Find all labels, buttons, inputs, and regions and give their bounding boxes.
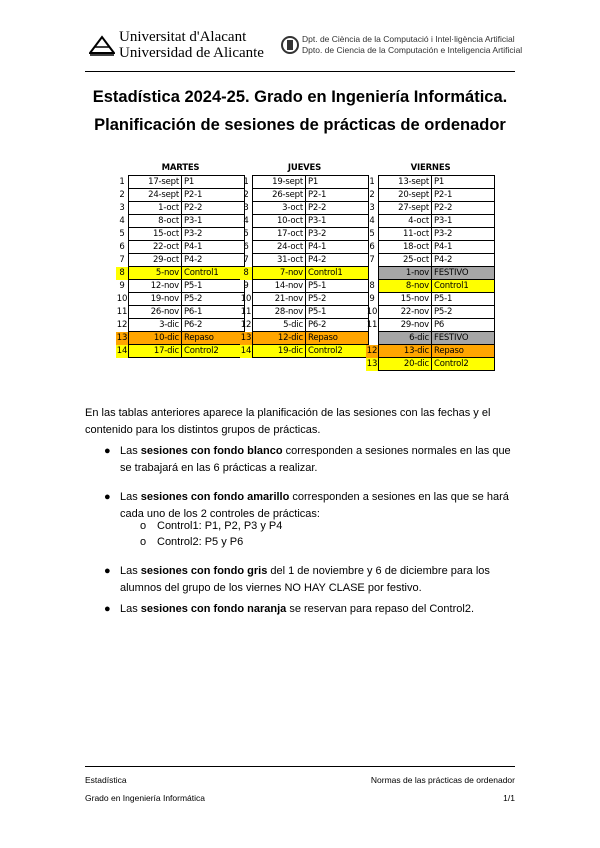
session-content: Control2	[182, 345, 245, 358]
session-number: 7	[119, 255, 125, 265]
session-number: 1	[369, 177, 375, 187]
table-row	[366, 189, 495, 202]
table-row	[240, 319, 369, 332]
session-number: 3	[119, 203, 125, 213]
page-title: Estadística 2024-25. Grado en Ingeniería Informática.	[92, 88, 508, 106]
table-row	[240, 306, 369, 319]
session-content: Repaso	[432, 345, 495, 358]
session-date: 24-oct	[253, 241, 306, 254]
session-number: 8	[116, 267, 129, 280]
session-date: 1-nov	[379, 267, 432, 280]
table-row	[116, 215, 245, 228]
session-date: 13-dic	[379, 345, 432, 358]
session-content: P3-1	[432, 215, 495, 228]
session-date: 27-sept	[379, 202, 432, 215]
session-content: Repaso	[182, 332, 245, 345]
table-row	[366, 228, 495, 241]
session-date: 5-nov	[129, 267, 182, 280]
schedule-rows	[240, 176, 369, 358]
table-row	[240, 280, 369, 293]
session-number: 6	[369, 242, 375, 252]
session-number: 1	[119, 177, 125, 187]
session-date: 6-dic	[379, 332, 432, 345]
session-content: P4-1	[432, 241, 495, 254]
session-content: P4-1	[306, 241, 369, 254]
session-number: 12	[366, 346, 378, 356]
table-row	[366, 215, 495, 228]
table-row	[116, 280, 245, 293]
session-content: P1	[432, 176, 495, 189]
bullet-icon: ●	[104, 603, 111, 615]
session-content: FESTIVO	[432, 267, 495, 280]
bullet-text: Las sesiones con fondo amarillo corresponden a sesiones en las que se hará cada uno de los 2 controles de prácticas:	[120, 491, 509, 520]
table-row	[366, 293, 495, 306]
day-header: VIERNES	[410, 163, 451, 173]
table-row	[116, 319, 245, 332]
session-content: P4-2	[306, 254, 369, 267]
table-row	[116, 241, 245, 254]
session-date: 22-nov	[379, 306, 432, 319]
session-number: 11	[116, 307, 128, 317]
session-content: P6-2	[306, 319, 369, 332]
session-number: 8	[369, 281, 375, 291]
session-number: 13	[240, 333, 252, 343]
session-date: 4-oct	[379, 215, 432, 228]
day-header: JUEVES	[287, 163, 322, 173]
session-date: 17-oct	[253, 228, 306, 241]
session-date: 14-nov	[253, 280, 306, 293]
table-row	[116, 332, 245, 345]
session-date: 25-oct	[379, 254, 432, 267]
session-date: 11-oct	[379, 228, 432, 241]
schedule-table-martes	[116, 162, 245, 358]
session-date: 10-dic	[129, 332, 182, 345]
session-content: P5-1	[306, 306, 369, 319]
table-row	[240, 293, 369, 306]
session-date: 29-nov	[379, 319, 432, 332]
schedule-rows	[366, 176, 495, 371]
session-content: Control2	[306, 345, 369, 358]
bullet-text: Las sesiones con fondo naranja se reservan para repaso del Control2.	[120, 603, 474, 615]
session-content: P3-2	[182, 228, 245, 241]
session-content: P5-2	[182, 293, 245, 306]
header-divider	[85, 71, 515, 72]
table-row	[366, 358, 495, 371]
session-date: 18-oct	[379, 241, 432, 254]
footer-page-number: 1/1	[503, 793, 515, 803]
session-date: 19-sept	[253, 176, 306, 189]
session-content: P1	[182, 176, 245, 189]
session-date: 20-dic	[379, 358, 432, 371]
session-number: 5	[369, 229, 375, 239]
session-date: 17-dic	[129, 345, 182, 358]
day-header: MARTES	[161, 163, 200, 173]
session-number: 5	[119, 229, 125, 239]
session-number: 4	[369, 216, 375, 226]
schedule-table-viernes	[366, 162, 495, 371]
session-number: 1	[243, 177, 249, 187]
session-date: 24-sept	[129, 189, 182, 202]
session-content: P3-1	[306, 215, 369, 228]
session-date: 13-sept	[379, 176, 432, 189]
session-date: 22-oct	[129, 241, 182, 254]
session-content: P2-2	[432, 202, 495, 215]
session-number: 9	[243, 281, 249, 291]
session-number	[366, 332, 379, 345]
intro-paragraph: En las tablas anteriores aparece la planificación de las sesiones con las fechas y el contenido para los distintos grupos de prácticas.	[85, 407, 491, 436]
session-number: 4	[243, 216, 249, 226]
bullet-icon: ●	[104, 445, 111, 457]
session-date: 7-nov	[253, 267, 306, 280]
session-number: 2	[119, 190, 125, 200]
table-row	[366, 280, 495, 293]
session-number: 6	[119, 242, 125, 252]
circle-bullet-icon: o	[140, 536, 147, 548]
session-number: 4	[119, 216, 125, 226]
session-date: 26-sept	[253, 189, 306, 202]
university-logo-icon	[89, 33, 115, 57]
table-row	[366, 254, 495, 267]
session-date: 15-oct	[129, 228, 182, 241]
session-content: P5-1	[306, 280, 369, 293]
session-number: 2	[369, 190, 375, 200]
table-row	[366, 176, 495, 189]
university-names	[119, 29, 264, 61]
session-number: 6	[243, 242, 249, 252]
session-content: P6	[432, 319, 495, 332]
session-date: 5-dic	[253, 319, 306, 332]
session-content: P4-2	[432, 254, 495, 267]
session-content: P5-2	[432, 306, 495, 319]
session-number: 14	[240, 346, 252, 356]
session-date: 29-oct	[129, 254, 182, 267]
university-name-es: Universidad de Alicante	[119, 45, 264, 61]
footer-course: Estadística	[85, 775, 127, 785]
session-content: P2-1	[306, 189, 369, 202]
session-number: 7	[243, 255, 249, 265]
session-date: 8-nov	[379, 280, 432, 293]
table-row	[240, 215, 369, 228]
table-row	[116, 293, 245, 306]
session-content: P3-1	[182, 215, 245, 228]
session-content: P4-1	[182, 241, 245, 254]
session-number: 12	[240, 320, 252, 330]
table-row	[240, 228, 369, 241]
table-row	[366, 267, 495, 280]
session-date: 21-nov	[253, 293, 306, 306]
table-row	[366, 345, 495, 358]
department-names	[302, 34, 522, 56]
table-row	[240, 189, 369, 202]
table-row	[116, 202, 245, 215]
table-row	[116, 306, 245, 319]
table-row	[116, 176, 245, 189]
schedule-table-jueves	[240, 162, 369, 358]
department-name-es: Dpto. de Ciencia de la Computación e Inteligencia Artificial	[302, 45, 523, 55]
session-content: Repaso	[306, 332, 369, 345]
bullet-text: Las sesiones con fondo blanco corresponden a sesiones normales en las que se trabajará en las 6 prácticas a realizar.	[120, 445, 511, 474]
session-content: Control1	[432, 280, 495, 293]
table-row	[366, 306, 495, 319]
session-date: 19-nov	[129, 293, 182, 306]
bullet-text: Las sesiones con fondo gris del 1 de noviembre y 6 de diciembre para los alumnos del grupo de los viernes NO HAY CLASE por festivo.	[120, 565, 490, 594]
sub-bullet-control2: o Control2: P5 y P6	[140, 534, 243, 551]
session-content: P2-2	[182, 202, 245, 215]
department-name-ca: Dpt. de Ciència de la Computació i Intel·ligència Artificial	[302, 34, 515, 44]
session-number: 5	[243, 229, 249, 239]
bullet-icon: ●	[104, 565, 111, 577]
session-date: 8-oct	[129, 215, 182, 228]
session-date: 26-nov	[129, 306, 182, 319]
session-number: 13	[116, 333, 128, 343]
session-content: FESTIVO	[432, 332, 495, 345]
session-content: P2-2	[306, 202, 369, 215]
session-content: P3-2	[432, 228, 495, 241]
session-number: 10	[116, 294, 128, 304]
table-row	[116, 267, 245, 280]
session-number: 9	[369, 294, 375, 304]
table-row	[366, 202, 495, 215]
university-name-ca: Universitat d'Alacant	[119, 29, 247, 45]
session-date: 28-nov	[253, 306, 306, 319]
session-content: Control1	[306, 267, 369, 280]
session-date: 15-nov	[379, 293, 432, 306]
session-number: 12	[116, 320, 128, 330]
sub-bullet-control1: o Control1: P1, P2, P3 y P4	[140, 518, 282, 535]
session-number: 10	[240, 294, 252, 304]
table-row	[116, 189, 245, 202]
table-row	[366, 332, 495, 345]
session-number: 3	[243, 203, 249, 213]
session-content: P2-1	[432, 189, 495, 202]
session-date: 19-dic	[253, 345, 306, 358]
table-row	[240, 332, 369, 345]
table-row	[116, 345, 245, 358]
session-date: 17-sept	[129, 176, 182, 189]
session-content: P6-2	[182, 319, 245, 332]
session-date: 3-dic	[129, 319, 182, 332]
table-row	[240, 202, 369, 215]
session-content: Control2	[432, 358, 495, 371]
circle-bullet-icon: o	[140, 520, 147, 532]
session-number: 2	[243, 190, 249, 200]
session-number: 11	[366, 320, 378, 330]
session-content: P3-2	[306, 228, 369, 241]
session-content: P6-1	[182, 306, 245, 319]
session-number: 10	[366, 307, 378, 317]
footer-degree: Grado en Ingeniería Informática	[85, 793, 206, 803]
schedule-rows	[116, 176, 245, 358]
table-row	[366, 319, 495, 332]
session-date: 10-oct	[253, 215, 306, 228]
session-date: 1-oct	[129, 202, 182, 215]
session-number: 11	[240, 307, 252, 317]
session-content: P1	[306, 176, 369, 189]
session-content: P4-2	[182, 254, 245, 267]
session-date: 12-nov	[129, 280, 182, 293]
table-row	[240, 345, 369, 358]
session-date: 3-oct	[253, 202, 306, 215]
department-logo-icon	[280, 35, 300, 55]
session-date: 20-sept	[379, 189, 432, 202]
session-content: Control1	[182, 267, 245, 280]
footer-doc-title: Normas de las prácticas de ordenador	[370, 775, 515, 785]
table-row	[240, 241, 369, 254]
page-subtitle: Planificación de sesiones de prácticas de ordenador	[94, 116, 506, 134]
session-content: P5-1	[182, 280, 245, 293]
session-number: 3	[369, 203, 375, 213]
bullet-icon: ●	[104, 491, 111, 503]
table-row	[366, 241, 495, 254]
session-number: 14	[116, 346, 128, 356]
session-content: P5-1	[432, 293, 495, 306]
session-content: P2-1	[182, 189, 245, 202]
table-row	[240, 254, 369, 267]
footer-divider	[85, 766, 515, 767]
session-number	[366, 267, 379, 280]
session-date: 31-oct	[253, 254, 306, 267]
session-number: 7	[369, 255, 375, 265]
session-date: 12-dic	[253, 332, 306, 345]
session-number: 8	[240, 267, 253, 280]
session-number: 13	[366, 359, 378, 369]
session-content: P5-2	[306, 293, 369, 306]
session-number: 9	[119, 281, 125, 291]
table-row	[116, 228, 245, 241]
table-row	[240, 176, 369, 189]
table-row	[240, 267, 369, 280]
table-row	[116, 254, 245, 267]
